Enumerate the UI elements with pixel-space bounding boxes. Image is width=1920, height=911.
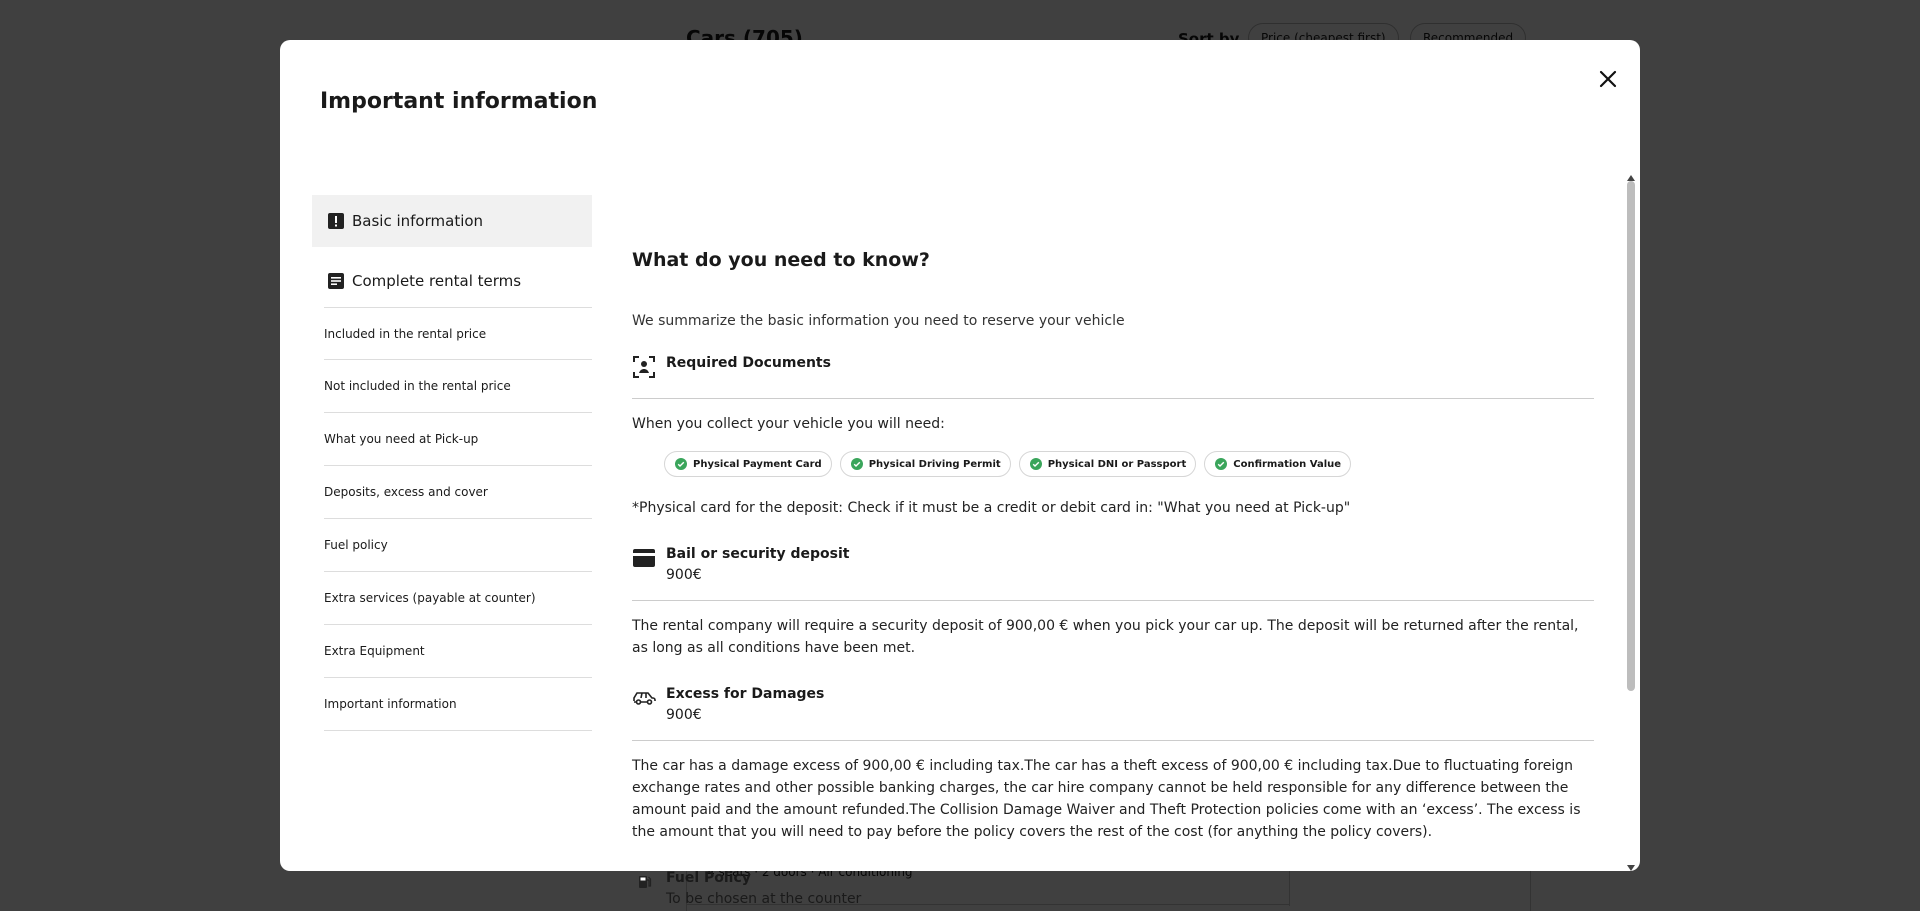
nav-complete-rental-terms-label: Complete rental terms: [352, 272, 522, 290]
nav-included-in-price[interactable]: Included in the rental price: [324, 307, 592, 360]
chip-label: Physical DNI or Passport: [1047, 458, 1187, 470]
nav-basic-information-label: Basic information: [352, 212, 484, 230]
fuel-pump-icon: [632, 870, 656, 894]
important-information-modal: [280, 40, 1640, 907]
nav-what-you-need-at-pickup[interactable]: What you need at Pick-up: [324, 413, 592, 466]
document-chip: [1019, 451, 1197, 477]
credit-card-icon: [632, 546, 656, 570]
document-chip: [664, 451, 832, 477]
nav-basic-information[interactable]: [312, 195, 592, 247]
content-heading: What do you need to know?: [632, 249, 930, 271]
excess-value: 900€: [666, 707, 702, 723]
document-chip: [840, 451, 1011, 477]
physical-card-note: *Physical card for the deposit: Check if it must be a credit or debit card in: "What you need at Pick-up": [632, 500, 1351, 516]
id-scan-icon: [632, 355, 656, 379]
check-circle-icon: [675, 458, 687, 470]
chip-label: Confirmation Value: [1233, 458, 1342, 470]
section-divider: [632, 398, 1594, 399]
nav-complete-rental-terms[interactable]: [312, 255, 592, 307]
document-chip: [1204, 451, 1351, 477]
nav-extra-equipment[interactable]: Extra Equipment: [324, 625, 592, 678]
fuel-policy-title: Fuel Policy: [666, 870, 751, 886]
document-icon: [328, 273, 344, 289]
close-icon: [1593, 64, 1623, 94]
excess-title: Excess for Damages: [666, 686, 825, 702]
check-circle-icon: [1215, 458, 1227, 470]
nav-important-information[interactable]: Important information: [324, 678, 592, 731]
chip-label: Physical Driving Permit: [868, 458, 1001, 470]
close-button[interactable]: [1593, 64, 1623, 94]
modal-title: Important information: [320, 89, 598, 114]
excess-text: The car has a damage excess of 900,00 € including tax.The car has a theft excess of 900,00 € including tax.Due to fluctuating foreign exchange rates and other possible banking charges, the car hire company cannot be held responsible for any difference between the amount paid and the amount refunded.The Collision Damage Waiver and Theft Protection policies come with an ‘excess’. The excess is the amount that you will need to pay before the policy covers the rest of the cost (for anything the policy covers).: [632, 758, 1581, 840]
deposit-text: The rental company will require a security deposit of 900,00 € when you pick your car up. The deposit will be returned after the rental, as long as all conditions have been met.: [632, 618, 1579, 656]
section-divider: [632, 740, 1594, 741]
scroll-up-arrow[interactable]: [1626, 168, 1636, 178]
info-sidebar: [312, 195, 592, 731]
check-circle-icon: [851, 458, 863, 470]
section-divider: [632, 600, 1594, 601]
rental-terms-sublist: [324, 307, 592, 731]
chip-label: Physical Payment Card: [693, 458, 822, 470]
scroll-down-arrow[interactable]: [1626, 858, 1636, 868]
nav-deposits-excess-cover[interactable]: Deposits, excess and cover: [324, 466, 592, 519]
check-circle-icon: [1030, 458, 1042, 470]
collect-vehicle-label: When you collect your vehicle you will need:: [632, 416, 945, 432]
scrollbar-thumb[interactable]: [1627, 181, 1635, 691]
content-summary: We summarize the basic information you need to reserve your vehicle: [632, 313, 1125, 329]
nav-not-included-in-price[interactable]: Not included in the rental price: [324, 360, 592, 413]
nav-fuel-policy[interactable]: Fuel policy: [324, 519, 592, 572]
fuel-policy-value: To be chosen at the counter: [666, 891, 862, 907]
deposit-value: 900€: [666, 567, 702, 583]
deposit-title: Bail or security deposit: [666, 546, 850, 562]
required-documents-chips: [664, 451, 1351, 477]
nav-extra-services[interactable]: Extra services (payable at counter): [324, 572, 592, 625]
alert-icon: [328, 213, 344, 229]
car-damage-icon: [632, 686, 656, 710]
required-documents-title: Required Documents: [666, 355, 831, 371]
